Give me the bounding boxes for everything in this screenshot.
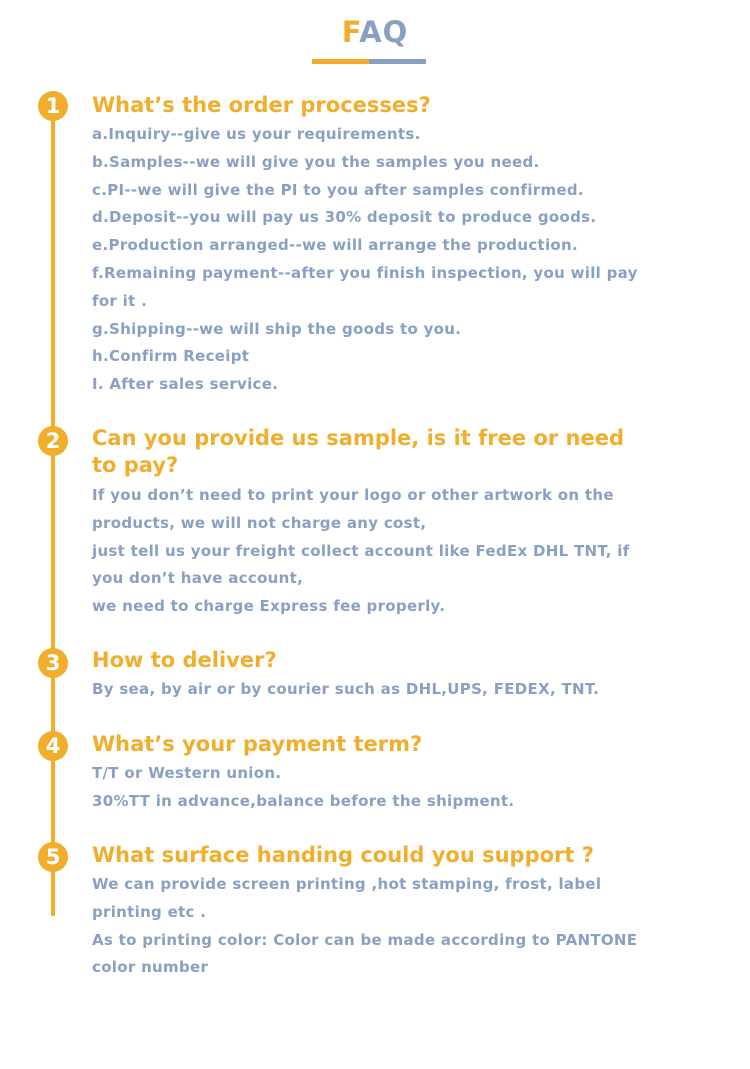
faq-answer-2: [92, 482, 717, 621]
faq-question-1: What’s the order processes?: [92, 93, 431, 117]
answer-line: T/T or Western union.: [92, 764, 282, 782]
timeline-line: [51, 104, 55, 916]
answer-line: f.Remaining payment--after you finish inspection, you will pay: [92, 263, 638, 282]
answer-line: We can provide screen printing ,hot stamping, frost, label: [92, 875, 602, 893]
answer-line: color number: [92, 958, 209, 977]
title-underline-secondary: [369, 59, 426, 64]
title-first-letter: F: [341, 15, 360, 49]
answer-line: c.PI--we will give the PI to you after samples confirmed.: [92, 180, 584, 199]
answer-line: for it .: [92, 291, 148, 310]
answer-line: d.Deposit--you will pay us 30% deposit to produce goods.: [92, 208, 597, 227]
faq-number-badge-2: 2: [38, 426, 68, 456]
faq-answer-4: [92, 760, 717, 816]
answer-line: we need to charge Express fee properly.: [92, 597, 446, 616]
faq-question-3: How to deliver?: [92, 648, 277, 672]
answer-line: If you don’t need to print your logo or other artwork on the: [92, 486, 614, 504]
question-line: to pay?: [92, 453, 179, 477]
question-line: Can you provide us sample, is it free or need: [92, 426, 624, 450]
faq-question-2: [92, 425, 712, 479]
answer-line: printing etc .: [92, 902, 207, 921]
faq-number-badge-3: 3: [38, 648, 68, 678]
answer-line: a.Inquiry--give us your requirements.: [92, 125, 421, 143]
answer-line: 30%TT in advance,balance before the shipment.: [92, 791, 515, 810]
faq-number-badge-4: 4: [38, 731, 68, 761]
faq-number-badge-5: 5: [38, 842, 68, 872]
faq-answer-5: [92, 871, 717, 982]
answer-line: products, we will not charge any cost,: [92, 513, 427, 532]
faq-answer-1: [92, 121, 717, 399]
faq-answer-3: [92, 676, 717, 704]
answer-line: you don’t have account,: [92, 569, 304, 588]
page-title: [0, 12, 750, 52]
answer-line: By sea, by air or by courier such as DHL,UPS, FEDEX, TNT.: [92, 680, 600, 698]
title-underline-accent: [312, 59, 369, 64]
faq-question-5: What surface handing could you support ?: [92, 843, 594, 867]
answer-line: just tell us your freight collect account like FedEx DHL TNT, if: [92, 541, 630, 560]
answer-line: I. After sales service.: [92, 375, 279, 394]
answer-line: e.Production arranged--we will arrange the production.: [92, 236, 579, 255]
faq-question-4: What’s your payment term?: [92, 732, 423, 756]
answer-line: h.Confirm Receipt: [92, 347, 250, 366]
answer-line: b.Samples--we will give you the samples you need.: [92, 152, 540, 171]
answer-line: g.Shipping--we will ship the goods to you.: [92, 319, 462, 338]
title-rest: AQ: [359, 15, 409, 49]
answer-line: As to printing color: Color can be made according to PANTONE: [92, 930, 638, 949]
faq-number-badge-1: 1: [38, 91, 68, 121]
